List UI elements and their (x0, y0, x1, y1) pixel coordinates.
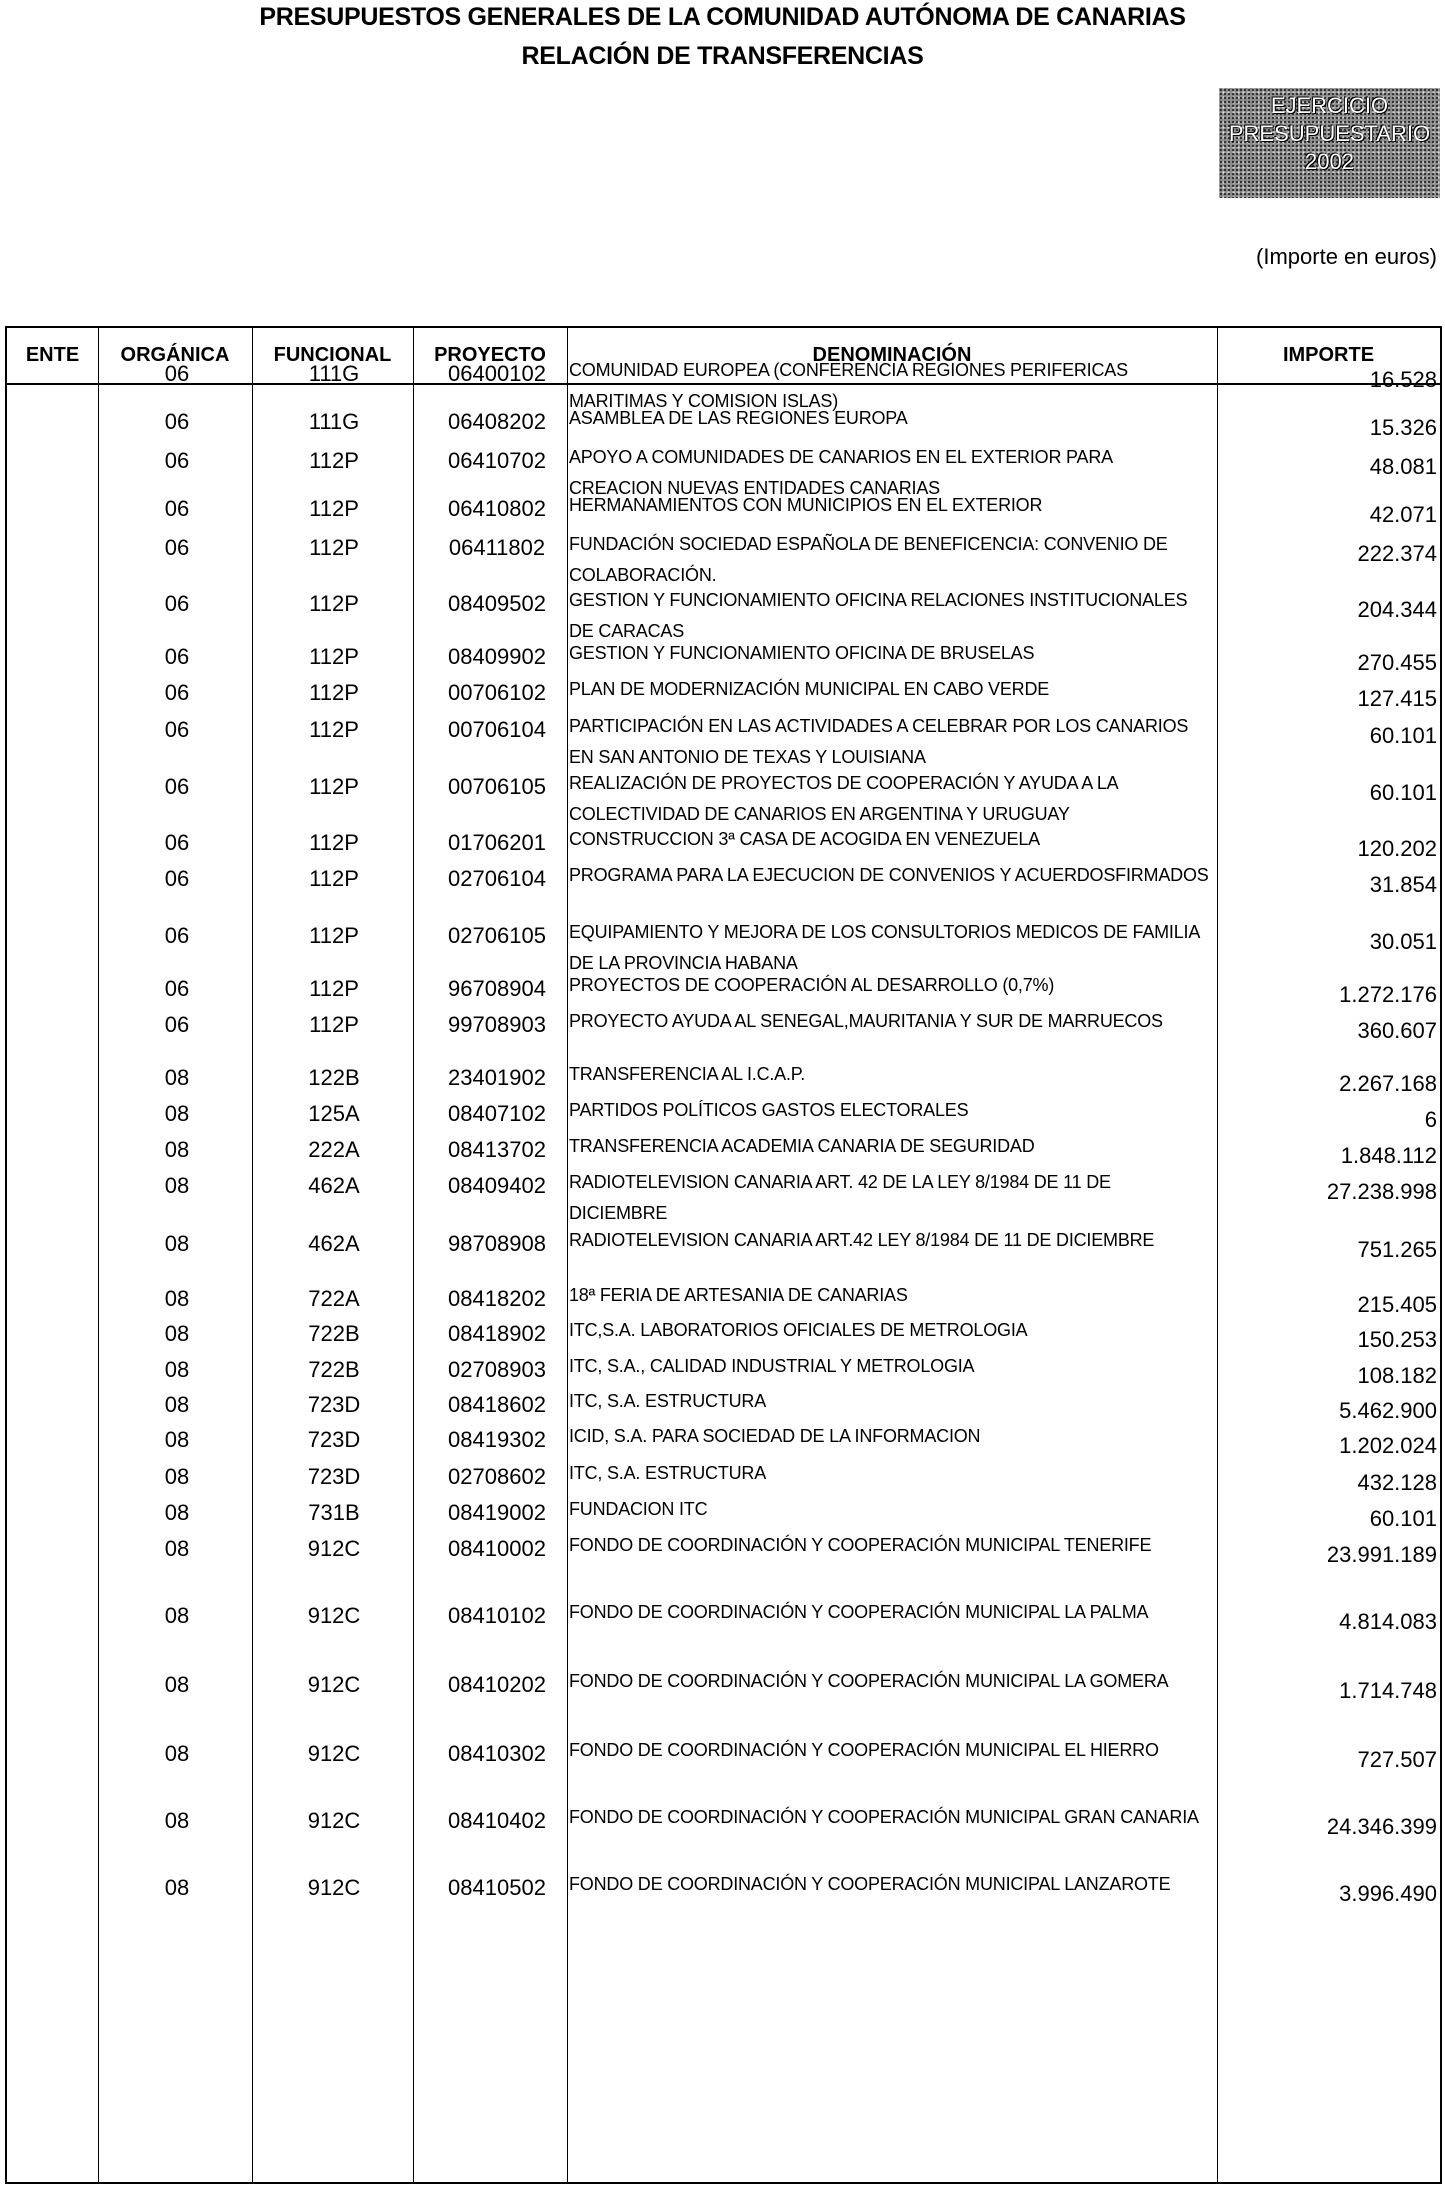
proyecto-cell: 06410802 (448, 496, 546, 521)
denominacion-cell: PROYECTOS DE COOPERACIÓN AL DESARROLLO (0,7%) (569, 975, 1055, 995)
denominacion-cell: FONDO DE COORDINACIÓN Y COOPERACIÓN MUNICIPAL LA GOMERA (569, 1671, 1169, 1691)
organica-cell: 08 (164, 1500, 190, 1525)
organica-cell: 06 (164, 976, 190, 1001)
denominacion-cell: FONDO DE COORDINACIÓN Y COOPERACIÓN MUNICIPAL GRAN CANARIA (569, 1807, 1199, 1827)
funcional-cell: 112P (309, 976, 359, 1001)
funcional-cell: 112P (309, 923, 359, 948)
proyecto-cell: 08409902 (448, 644, 546, 669)
importe-cell: 60.101 (1369, 780, 1437, 805)
importe-cell: 4.814.083 (1339, 1609, 1437, 1634)
denominacion-cell: PARTICIPACIÓN EN LAS ACTIVIDADES A CELEBRAR POR LOS CANARIOS EN SAN ANTONIO DE TEXAS Y LOUISIANA (569, 716, 1189, 767)
denominacion-cell: ITC, S.A., CALIDAD INDUSTRIAL Y METROLOGIA (569, 1356, 975, 1376)
funcional-cell: 912C (307, 1603, 361, 1628)
proyecto-cell: 02708903 (448, 1357, 546, 1382)
header-funcional: FUNCIONAL (273, 344, 392, 366)
importe-cell: 6 (1424, 1107, 1437, 1132)
importe-cell: 5.462.900 (1339, 1398, 1437, 1423)
importe-cell: 15.326 (1369, 415, 1437, 440)
organica-cell: 08 (164, 1392, 190, 1417)
proyecto-cell: 08409502 (448, 591, 546, 616)
funcional-cell: 722A (308, 1286, 360, 1311)
importe-cell: 108.182 (1357, 1363, 1437, 1388)
column-divider (252, 328, 253, 2182)
denominacion-cell: RADIOTELEVISION CANARIA ART. 42 DE LA LEY 8/1984 DE 11 DE DICIEMBRE (569, 1172, 1111, 1223)
importe-cell: 127.415 (1357, 686, 1437, 711)
importe-cell: 1.272.176 (1339, 982, 1437, 1007)
funcional-cell: 723D (307, 1392, 361, 1417)
importe-cell: 27.238.998 (1326, 1179, 1437, 1204)
funcional-cell: 462A (308, 1173, 360, 1198)
proyecto-cell: 08410302 (448, 1741, 546, 1766)
funcional-cell: 912C (307, 1808, 361, 1833)
importe-cell: 31.854 (1369, 872, 1437, 897)
funcional-cell: 912C (307, 1672, 361, 1697)
proyecto-cell: 08413702 (448, 1137, 546, 1162)
denominacion-cell: FONDO DE COORDINACIÓN Y COOPERACIÓN MUNICIPAL LA PALMA (569, 1602, 1149, 1622)
denominacion-cell: FUNDACIÓN SOCIEDAD ESPAÑOLA DE BENEFICENCIA: CONVENIO DE COLABORACIÓN. (569, 534, 1168, 585)
funcional-cell: 112P (309, 774, 359, 799)
denominacion-cell: HERMANAMIENTOS CON MUNICIPIOS EN EL EXTERIOR (569, 495, 1043, 515)
denominacion-cell: TRANSFERENCIA ACADEMIA CANARIA DE SEGURIDAD (569, 1136, 1035, 1156)
denominacion-cell: ASAMBLEA DE LAS REGIONES EUROPA (569, 408, 908, 428)
organica-cell: 06 (164, 644, 190, 669)
organica-cell: 06 (164, 774, 190, 799)
denominacion-cell: ICID, S.A. PARA SOCIEDAD DE LA INFORMACION (569, 1426, 981, 1446)
organica-cell: 06 (164, 591, 190, 616)
organica-cell: 06 (164, 1012, 190, 1037)
organica-cell: 06 (164, 830, 190, 855)
organica-cell: 08 (164, 1427, 190, 1452)
proyecto-cell: 08418602 (448, 1392, 546, 1417)
denominacion-cell: ITC, S.A. ESTRUCTURA (569, 1463, 767, 1483)
denominacion-cell: TRANSFERENCIA AL I.C.A.P. (569, 1064, 806, 1084)
proyecto-cell: 06400102 (448, 361, 546, 386)
proyecto-cell: 00706105 (448, 774, 546, 799)
funcional-cell: 112P (309, 448, 359, 473)
proyecto-cell: 02706105 (448, 923, 546, 948)
funcional-cell: 112P (309, 830, 359, 855)
denominacion-cell: FONDO DE COORDINACIÓN Y COOPERACIÓN MUNICIPAL TENERIFE (569, 1535, 1152, 1555)
proyecto-cell: 99708903 (448, 1012, 546, 1037)
importe-cell: 24.346.399 (1326, 1814, 1437, 1839)
importe-cell: 150.253 (1357, 1327, 1437, 1352)
funcional-cell: 722B (308, 1357, 360, 1382)
importe-cell: 432.128 (1357, 1470, 1437, 1495)
importe-cell: 360.607 (1357, 1018, 1437, 1043)
organica-cell: 08 (164, 1464, 190, 1489)
denominacion-cell: GESTION Y FUNCIONAMIENTO OFICINA DE BRUSELAS (569, 643, 1035, 663)
funcional-cell: 723D (307, 1427, 361, 1452)
proyecto-cell: 08407102 (448, 1101, 546, 1126)
proyecto-cell: 08410102 (448, 1603, 546, 1628)
units-note: (Importe en euros) (1256, 244, 1437, 269)
funcional-cell: 112P (309, 680, 359, 705)
funcional-cell: 723D (307, 1464, 361, 1489)
importe-cell: 270.455 (1357, 650, 1437, 675)
importe-cell: 60.101 (1369, 723, 1437, 748)
importe-cell: 48.081 (1369, 454, 1437, 479)
organica-cell: 06 (164, 496, 190, 521)
organica-cell: 08 (164, 1137, 190, 1162)
importe-cell: 1.202.024 (1339, 1433, 1437, 1458)
organica-cell: 08 (164, 1875, 190, 1900)
denominacion-cell: FUNDACION ITC (569, 1499, 708, 1519)
funcional-cell: 222A (308, 1137, 360, 1162)
organica-cell: 08 (164, 1173, 190, 1198)
proyecto-cell: 08419002 (448, 1500, 546, 1525)
page-subtitle: RELACIÓN DE TRANSFERENCIAS (521, 42, 924, 70)
denominacion-cell: PROGRAMA PARA LA EJECUCION DE CONVENIOS Y ACUERDOSFIRMADOS (569, 865, 1209, 885)
proyecto-cell: 98708908 (448, 1231, 546, 1256)
header-proyecto: PROYECTO (434, 344, 546, 366)
proyecto-cell: 06411802 (448, 535, 546, 560)
importe-cell: 1.848.112 (1340, 1143, 1437, 1168)
funcional-cell: 912C (307, 1741, 361, 1766)
stamp-line-3: 2002 (1305, 149, 1354, 174)
denominacion-cell: RADIOTELEVISION CANARIA ART.42 LEY 8/1984 DE 11 DE DICIEMBRE (569, 1230, 1155, 1250)
proyecto-cell: 00706102 (448, 680, 546, 705)
funcional-cell: 112P (309, 496, 359, 521)
stamp-line-2: PRESUPUESTARIO (1228, 121, 1431, 146)
importe-cell: 2.267.168 (1339, 1071, 1437, 1096)
funcional-cell: 722B (308, 1321, 360, 1346)
column-divider (98, 328, 99, 2182)
proyecto-cell: 08410202 (448, 1672, 546, 1697)
proyecto-cell: 08410002 (448, 1536, 546, 1561)
proyecto-cell: 08410402 (448, 1808, 546, 1833)
denominacion-cell: CONSTRUCCION 3ª CASA DE ACOGIDA EN VENEZUELA (569, 829, 1040, 849)
denominacion-cell: EQUIPAMIENTO Y MEJORA DE LOS CONSULTORIOS MEDICOS DE FAMILIA DE LA PROVINCIA HABANA (569, 922, 1200, 973)
header-ente: ENTE (25, 344, 80, 366)
organica-cell: 08 (164, 1357, 190, 1382)
funcional-cell: 112P (309, 644, 359, 669)
funcional-cell: 462A (308, 1231, 360, 1256)
funcional-cell: 125A (308, 1101, 360, 1126)
organica-cell: 06 (164, 866, 190, 891)
funcional-cell: 112P (309, 591, 359, 616)
organica-cell: 08 (164, 1536, 190, 1561)
header-importe: IMPORTE (1282, 344, 1375, 366)
importe-cell: 30.051 (1369, 929, 1437, 954)
organica-cell: 08 (164, 1286, 190, 1311)
importe-cell: 727.507 (1357, 1747, 1437, 1772)
funcional-cell: 112P (309, 535, 359, 560)
organica-cell: 06 (164, 717, 190, 742)
organica-cell: 06 (164, 448, 190, 473)
importe-cell: 204.344 (1357, 597, 1437, 622)
proyecto-cell: 08418202 (448, 1286, 546, 1311)
organica-cell: 06 (164, 680, 190, 705)
funcional-cell: 111G (308, 409, 360, 434)
denominacion-cell: PROYECTO AYUDA AL SENEGAL,MAURITANIA Y SUR DE MARRUECOS (569, 1011, 1163, 1031)
proyecto-cell: 01706201 (448, 830, 546, 855)
denominacion-cell: ITC,S.A. LABORATORIOS OFICIALES DE METROLOGIA (569, 1320, 1028, 1340)
organica-cell: 08 (164, 1231, 190, 1256)
funcional-cell: 122B (308, 1065, 360, 1090)
denominacion-cell: REALIZACIÓN DE PROYECTOS DE COOPERACIÓN Y AYUDA A LA COLECTIVIDAD DE CANARIOS EN ARGENTINA Y URUGUAY (569, 773, 1118, 824)
organica-cell: 06 (164, 409, 190, 434)
organica-cell: 08 (164, 1603, 190, 1628)
proyecto-cell: 08419302 (448, 1427, 546, 1452)
proyecto-cell: 23401902 (448, 1065, 546, 1090)
funcional-cell: 912C (307, 1875, 361, 1900)
proyecto-cell: 06410702 (448, 448, 546, 473)
funcional-cell: 112P (309, 1012, 359, 1037)
importe-cell: 42.071 (1369, 502, 1437, 527)
organica-cell: 08 (164, 1101, 190, 1126)
funcional-cell: 112P (309, 717, 359, 742)
importe-cell: 751.265 (1357, 1237, 1437, 1262)
transfers-table (5, 326, 1442, 2184)
proyecto-cell: 02708602 (448, 1464, 546, 1489)
organica-cell: 08 (164, 1741, 190, 1766)
header-denominacion: DENOMINACIÓN (812, 344, 972, 366)
denominacion-cell: PLAN DE MODERNIZACIÓN MUNICIPAL EN CABO VERDE (569, 679, 1050, 699)
stamp-line-1: EJERCICIO (1270, 93, 1389, 118)
proyecto-cell: 08418902 (448, 1321, 546, 1346)
proyecto-cell: 08410502 (448, 1875, 546, 1900)
importe-cell: 16.528 (1369, 367, 1437, 392)
denominacion-cell: FONDO DE COORDINACIÓN Y COOPERACIÓN MUNICIPAL EL HIERRO (569, 1740, 1159, 1760)
organica-cell: 06 (164, 361, 190, 386)
denominacion-cell: FONDO DE COORDINACIÓN Y COOPERACIÓN MUNICIPAL LANZAROTE (569, 1874, 1171, 1894)
fiscal-year-stamp (1219, 88, 1440, 198)
organica-cell: 06 (164, 535, 190, 560)
importe-cell: 222.374 (1357, 541, 1437, 566)
importe-cell: 23.991.189 (1326, 1542, 1437, 1567)
organica-cell: 06 (164, 923, 190, 948)
denominacion-cell: GESTION Y FUNCIONAMIENTO OFICINA RELACIONES INSTITUCIONALES DE CARACAS (569, 590, 1188, 641)
header-organica: ORGÁNICA (120, 344, 230, 366)
importe-cell: 215.405 (1357, 1292, 1437, 1317)
proyecto-cell: 06408202 (448, 409, 546, 434)
organica-cell: 08 (164, 1065, 190, 1090)
importe-cell: 60.101 (1369, 1506, 1437, 1531)
organica-cell: 08 (164, 1321, 190, 1346)
importe-cell: 1.714.748 (1339, 1678, 1437, 1703)
column-divider (1217, 328, 1218, 2182)
funcional-cell: 912C (307, 1536, 361, 1561)
denominacion-cell: PARTIDOS POLÍTICOS GASTOS ELECTORALES (569, 1100, 969, 1120)
proyecto-cell: 96708904 (448, 976, 546, 1001)
importe-cell: 120.202 (1357, 836, 1437, 861)
denominacion-cell: APOYO A COMUNIDADES DE CANARIOS EN EL EXTERIOR PARA CREACION NUEVAS ENTIDADES CANARIAS (569, 447, 1112, 498)
denominacion-cell: 18ª FERIA DE ARTESANIA DE CANARIAS (569, 1285, 908, 1305)
funcional-cell: 111G (308, 361, 360, 386)
importe-cell: 3.996.490 (1339, 1881, 1437, 1906)
organica-cell: 08 (164, 1808, 190, 1833)
denominacion-cell: COMUNIDAD EUROPEA (CONFERENCIA REGIONES PERIFERICAS MARITIMAS Y COMISION ISLAS) (569, 360, 1128, 411)
funcional-cell: 731B (308, 1500, 360, 1525)
page-title: PRESUPUESTOS GENERALES DE LA COMUNIDAD AUTÓNOMA DE CANARIAS (259, 3, 1186, 31)
proyecto-cell: 00706104 (448, 717, 546, 742)
funcional-cell: 112P (309, 866, 359, 891)
denominacion-cell: ITC, S.A. ESTRUCTURA (569, 1391, 767, 1411)
proyecto-cell: 08409402 (448, 1173, 546, 1198)
proyecto-cell: 02706104 (448, 866, 546, 891)
organica-cell: 08 (164, 1672, 190, 1697)
